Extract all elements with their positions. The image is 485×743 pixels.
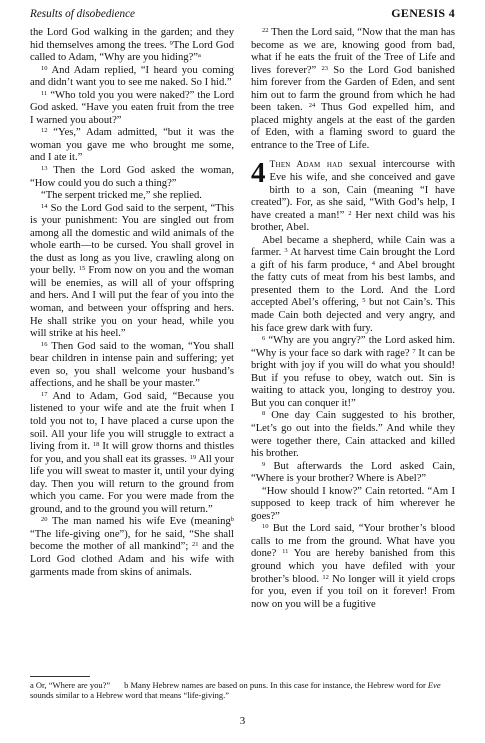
page-number: 3 [239, 715, 246, 727]
book-chapter-heading: GENESIS 4 [391, 6, 455, 20]
verse-number: 9 [169, 39, 173, 47]
verse-text: But the Lord said, “Your brother’s blood calls to me from the ground. What have you done? [251, 523, 455, 560]
paragraph [251, 235, 455, 335]
verse-text: Abel became a shepherd, while Cain was a farmer. [251, 234, 455, 259]
paragraph [30, 203, 234, 341]
verse-text: So the Lord God said to the serpent, “This is your punishment: You are singled out from among all the domestic and wild animals of the whole earth—to be cursed. You shall grovel in the dust as long as you live, crawling along on your belly. [30, 202, 234, 277]
chapter-number: 4 [251, 157, 266, 190]
verse-text: One day Cain suggested to his brother, “Let’s go out into the fields.” And while they were together there, Cain attacked and killed his brother. [251, 410, 456, 460]
verse-text: The Lord God called to Adam, “Why are you hiding?” [30, 39, 234, 64]
footnote-b-start: b Many Hebrew names are based on puns. In this case for instance, the Hebrew word for [124, 680, 426, 690]
verse-text: Her next child was his brother, Abel. [251, 209, 455, 234]
footnotes [30, 680, 455, 700]
paragraph [30, 391, 234, 516]
verse-text: “Yes,” Adam admitted, “but it was the woman you gave me who brought me some, and I ate it.” [30, 127, 234, 164]
verse-text: And Adam replied, “I heard you coming and didn’t want you to see me naked. So I hid.” [30, 64, 234, 89]
verse-number: 23 [321, 64, 329, 72]
verse-text: And to Adam, God said, “Because you listened to your wife and ate the fruit when I told you not to, I have placed a curse upon the soil. All your life you will struggle to extract a living from it. [30, 390, 234, 453]
footnote-b-emphasis: Eve [427, 680, 441, 690]
paragraph [30, 341, 234, 391]
verse-text: At harvest time Cain brought the Lord a gift of his farm produce, [251, 247, 455, 271]
verse-number: 18 [92, 441, 100, 449]
verse-number: 4 [371, 259, 376, 267]
verse-number: 21 [191, 541, 199, 549]
verse-text: and Abel brought the fatty cuts of meat from his best lambs, and presented them to the Lord. And the Lord accepted Abel’s offering, [251, 259, 455, 309]
paragraph [251, 335, 455, 410]
verse-number: 12 [41, 127, 48, 135]
verse-number: 10 [41, 64, 48, 72]
verse-number: 11 [282, 548, 289, 556]
paragraph [251, 486, 455, 524]
paragraph [30, 190, 234, 203]
verse-text: Then the Lord said, “Now that the man has become as we are, knowing good from bad, what if he eats the fruit of the Tree of Life and lives forever?” [251, 27, 455, 76]
verse-text: So the Lord God banished him forever from the Garden of Eden, and sent him out to farm the ground from which he had been taken. [251, 64, 455, 114]
verse-text: “The life-giving one”), for he said, “She shall become the mother of all mankind”; [30, 528, 234, 553]
verse-text: but not Cain’s. This made Cain both dejected and very angry, and his face grew dark with fury. [251, 297, 455, 334]
paragraph [30, 65, 234, 90]
verse-number: 6 [262, 335, 266, 343]
verse-number: 12 [322, 573, 329, 581]
verse-text: “Who told you you were naked?” the Lord God asked. “Have you eaten fruit from the tree I warned you about?” [30, 89, 234, 126]
verse-text: “The serpent tricked me,” she replied. [41, 190, 202, 202]
verse-number: 13 [41, 165, 48, 173]
paragraph [30, 127, 234, 165]
paragraph [30, 90, 234, 128]
verse-text: But afterwards the Lord asked Cain, “Where is your brother? Where is Abel?” [251, 460, 455, 485]
chapter-opening-words: Then Adam had [269, 159, 343, 171]
verse-text: The man named his wife Eve (meaning [52, 516, 231, 528]
verse-text: sexual intercourse with Eve his wife, and she conceived and gave birth to a son, Cain (meaning “I have created”). For, as she said, “With God’s help, I have created a man!” [251, 159, 455, 221]
paragraph [30, 27, 234, 65]
verse-number: 20 [41, 516, 48, 524]
verse-text: the Lord God walking in the garden; and they hid themselves among the trees. [30, 27, 234, 51]
verse-text: Then God said to the woman, “You shall bear children in intense pain and suffering; yet even so, you shall welcome your husband’s affections, and he shall be your master.” [30, 340, 234, 390]
left-column [30, 27, 234, 670]
verse-number: 10 [262, 523, 269, 531]
verse-number: 17 [41, 390, 48, 398]
verse-number: 5 [362, 297, 366, 305]
footnote-divider [30, 676, 90, 677]
footnote-b-end: sounds similar to a Hebrew word that means “life-giving.” [30, 690, 229, 700]
footnote-line [30, 680, 455, 700]
verse-number: 14 [41, 202, 48, 210]
verse-text: No longer will it yield crops for you, even if you toil on it forever! From now on you will be a fugitive [251, 573, 456, 610]
verse-number: 19 [189, 453, 197, 461]
verse-text: From now on you and the woman will be enemies, as will all of your offspring and hers. And I will put the fear of you into the woman, and between your offspring and hers. He shall strike you on your head, while you will strike at his heel.” [30, 265, 234, 340]
footnote-marker[interactable]: b [230, 516, 234, 524]
paragraph [251, 27, 455, 152]
verse-number: 24 [308, 102, 316, 110]
chapter-opening-paragraph [251, 159, 455, 234]
verse-text: “Why are you angry?” the Lord asked him. “Why is your face so dark with rage? [251, 335, 455, 359]
text-columns [30, 27, 455, 670]
verse-number: 2 [348, 209, 352, 217]
paragraph [30, 165, 234, 190]
verse-number: 15 [78, 265, 86, 273]
paragraph [251, 523, 455, 611]
verse-number: 7 [412, 347, 416, 355]
verse-text: It can be bright with joy if you will do what you should! But if you refuse to obey, watch out. Sin is waiting to attack you, longing to destroy you. But you can conquer it!” [251, 347, 456, 409]
verse-text: Then the Lord God asked the woman, “How could you do such a thing?” [30, 165, 234, 189]
right-column [251, 27, 455, 670]
verse-text: “How should I know?” Cain retorted. “Am I supposed to keep track of him wherever he goes?” [251, 485, 455, 522]
paragraph [251, 461, 455, 486]
verse-text: You are hereby banished from this ground which you have defiled with your brother’s blood. [251, 548, 455, 585]
section-title: Results of disobedience [30, 8, 136, 20]
verse-number: 22 [262, 27, 269, 34]
paragraph [251, 410, 455, 460]
verse-number: 16 [41, 340, 48, 348]
running-head [30, 6, 455, 24]
verse-number: 8 [262, 410, 266, 418]
verse-text: All your life you will sweat to master it, until your dying day. Then you will return to the ground from which you came. For you were made from the ground, and to the ground you will return.” [30, 453, 234, 515]
verse-text: Thus God expelled him, and placed mighty angels at the east of the garden of Eden, with a flaming sword to guard the entrance to the Tree of Life. [251, 102, 455, 151]
paragraph [30, 516, 234, 579]
footnote-a: a Or, “Where are you?” [30, 680, 111, 690]
verse-number: 9 [262, 460, 266, 468]
footnote-marker[interactable]: a [197, 52, 201, 60]
verse-text: and the Lord God clothed Adam and his wife with garments made from skins of animals. [30, 541, 234, 578]
verse-number: 11 [41, 89, 48, 97]
verse-number: 3 [284, 247, 288, 255]
verse-text: It will grow thorns and thistles for you, and you shall eat its grasses. [30, 441, 234, 465]
